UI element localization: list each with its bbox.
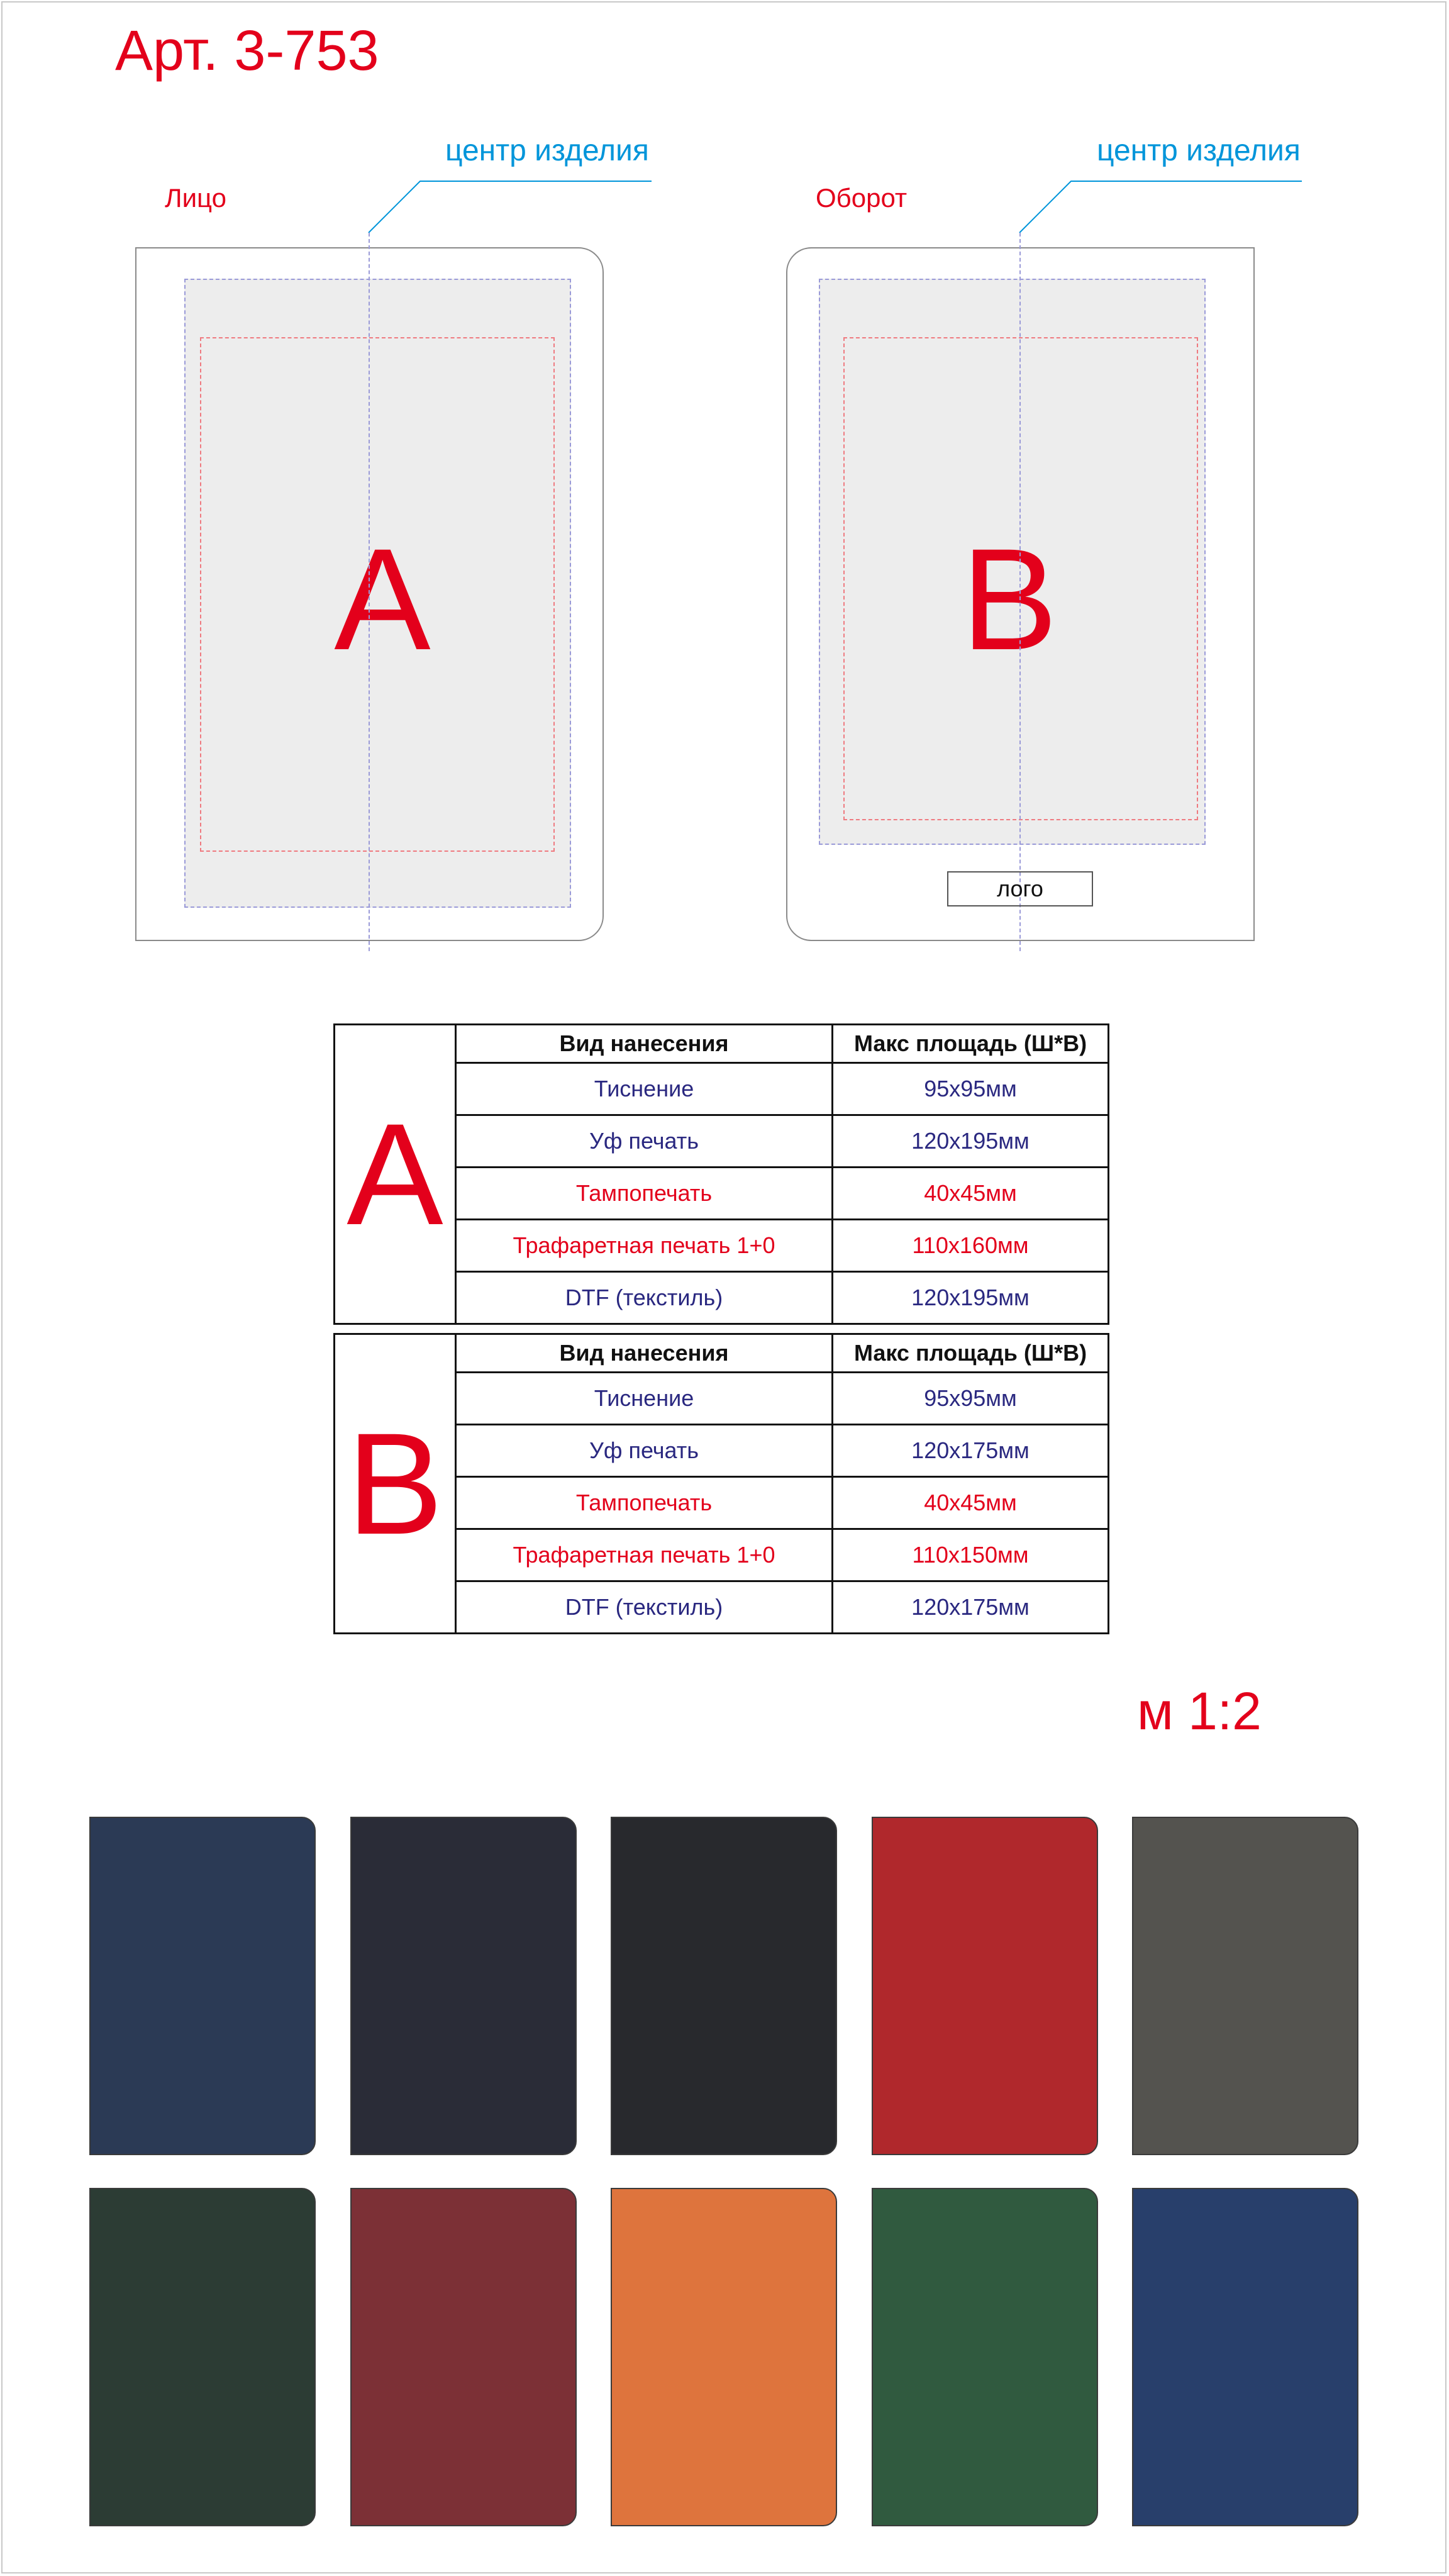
table-a-header-size: Макс площадь (Ш*В)	[833, 1025, 1109, 1063]
color-swatch	[872, 1817, 1098, 2155]
size-cell: 95x95мм	[833, 1063, 1109, 1115]
method-cell: Трафаретная печать 1+0	[456, 1529, 833, 1581]
size-cell: 120x175мм	[833, 1581, 1109, 1634]
table-b-header-method: Вид нанесения	[456, 1334, 833, 1373]
spec-table-b	[333, 1333, 1109, 1634]
back-center-label: центр изделия	[1097, 134, 1301, 167]
color-swatch	[89, 1817, 316, 2155]
method-cell: DTF (текстиль)	[456, 1581, 833, 1634]
method-cell: Уф печать	[456, 1115, 833, 1168]
color-swatch	[1132, 2188, 1358, 2526]
table-b-letter: B	[335, 1334, 456, 1634]
size-cell: 40x45мм	[833, 1168, 1109, 1220]
front-zone-letter: A	[334, 518, 431, 680]
color-swatch	[872, 2188, 1098, 2526]
scale-label: м 1:2	[1137, 1681, 1262, 1741]
front-center-label: центр изделия	[445, 134, 649, 167]
page-title: Арт. 3-753	[115, 20, 379, 82]
method-cell: Тиснение	[456, 1063, 833, 1115]
size-cell: 120x175мм	[833, 1425, 1109, 1477]
method-cell: Тампопечать	[456, 1477, 833, 1529]
size-cell: 40x45мм	[833, 1477, 1109, 1529]
size-cell: 120x195мм	[833, 1272, 1109, 1324]
table-b-header-size: Макс площадь (Ш*В)	[833, 1334, 1109, 1373]
method-cell: Тампопечать	[456, 1168, 833, 1220]
center-leader-lines	[0, 0, 1449, 252]
size-cell: 95x95мм	[833, 1373, 1109, 1425]
size-cell: 110x160мм	[833, 1220, 1109, 1272]
method-cell: Тиснение	[456, 1373, 833, 1425]
logo-placement-box: лого	[947, 871, 1093, 906]
size-cell: 110x150мм	[833, 1529, 1109, 1581]
front-label: Лицо	[165, 183, 226, 213]
back-center-leader	[1019, 181, 1302, 233]
front-center-leader	[369, 181, 652, 233]
back-zone-letter: B	[961, 518, 1058, 680]
size-cell: 120x195мм	[833, 1115, 1109, 1168]
color-swatch	[611, 1817, 837, 2155]
method-cell: Трафаретная печать 1+0	[456, 1220, 833, 1272]
color-swatch	[89, 2188, 316, 2526]
table-a-letter: A	[335, 1025, 456, 1324]
table-a-header-method: Вид нанесения	[456, 1025, 833, 1063]
color-swatch	[350, 2188, 577, 2526]
color-swatch	[350, 1817, 577, 2155]
front-center-line	[369, 233, 370, 951]
method-cell: Уф печать	[456, 1425, 833, 1477]
color-swatch	[611, 2188, 837, 2526]
back-center-line	[1019, 233, 1021, 951]
back-label: Оборот	[816, 183, 908, 213]
color-swatch	[1132, 1817, 1358, 2155]
method-cell: DTF (текстиль)	[456, 1272, 833, 1324]
spec-table-a	[333, 1023, 1109, 1325]
